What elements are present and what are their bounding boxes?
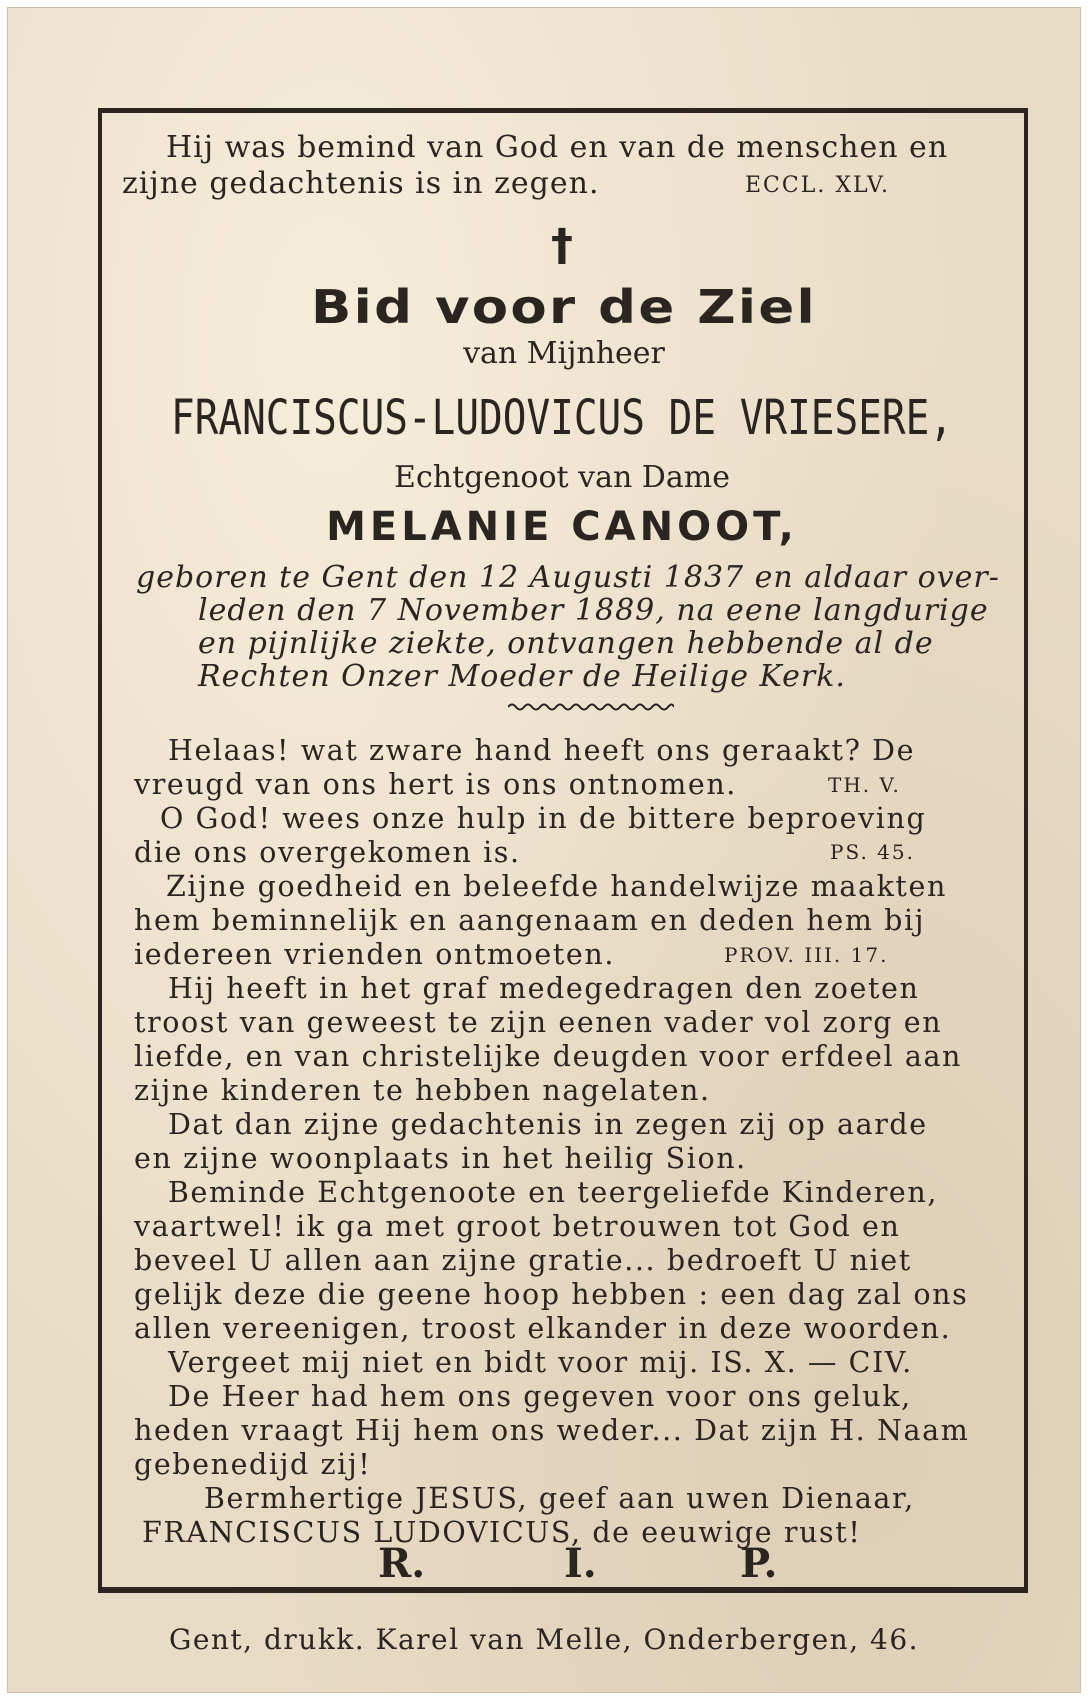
memorial-card — [8, 8, 1080, 1692]
rip-letter-r: R. — [378, 1540, 426, 1587]
body-line: liefde, en van christelijke deugden voor erfdeel aan — [134, 1040, 962, 1073]
body-line: hem beminnelijk en aangenaam en deden hem bij — [134, 904, 926, 937]
motto-line-1: Hij was bemind van God en van de menschen en — [166, 130, 949, 165]
spouse-name: MELANIE CANOOT, — [326, 504, 798, 550]
motto-reference: ECCL. XLV. — [745, 173, 891, 198]
wavy-ornament — [508, 702, 674, 712]
body-line: zijne kinderen te hebben nagelaten. — [134, 1074, 711, 1107]
bio-line: en pijnlijke ziekte, ontvangen hebbende al de — [198, 626, 934, 661]
bio-line: geboren te Gent den 12 Augusti 1837 en aldaar over- — [136, 560, 1000, 595]
motto-line-2: zijne gedachtenis is in zegen. — [122, 166, 600, 201]
salutation: van Mijnheer — [463, 336, 665, 371]
deceased-name: FRANCISCUS-LUDOVICUS DE VRIESERE, — [171, 390, 953, 446]
body-line: die ons overgekomen is. — [134, 836, 521, 869]
scripture-reference: PS. 45. — [830, 840, 915, 864]
heading: Bid voor de Ziel — [311, 280, 817, 334]
body-line: vaartwel! ik ga met groot betrouwen tot God en — [134, 1210, 901, 1243]
printer-imprint: Gent, drukk. Karel van Melle, Onderbergen, 46. — [168, 1623, 920, 1656]
spouse-intro: Echtgenoot van Dame — [394, 460, 730, 495]
body-line: FRANCISCUS LUDOVICUS, de eeuwige rust! — [142, 1516, 862, 1549]
body-line: Bermhertige JESUS, geef aan uwen Dienaar, — [204, 1482, 915, 1515]
body-line: troost van geweest te zijn eenen vader vol zorg en — [134, 1006, 943, 1039]
rip-letter-p: P. — [740, 1540, 778, 1587]
body-line: iedereen vrienden ontmoeten. — [134, 938, 615, 971]
body-line: vreugd van ons hert is ons ontnomen. — [134, 768, 737, 801]
body-line: en zijne woonplaats in het heilig Sion. — [134, 1142, 747, 1175]
scripture-reference: PROV. III. 17. — [724, 943, 889, 967]
body-line: Dat dan zijne gedachtenis in zegen zij op aarde — [168, 1108, 928, 1141]
body-line: O God! wees onze hulp in de bittere beproeving — [160, 802, 927, 835]
cross-icon: † — [551, 220, 573, 271]
body-line: De Heer had hem ons gegeven voor ons geluk, — [168, 1380, 912, 1413]
body-line: gelijk deze die geene hoop hebben : een dag zal ons — [134, 1278, 969, 1311]
body-line: Hij heeft in het graf medegedragen den zoeten — [168, 972, 920, 1005]
body-line: Vergeet mij niet en bidt voor mij. IS. X. — CIV. — [168, 1346, 913, 1379]
body-line: allen vereenigen, troost elkander in deze woorden. — [134, 1312, 952, 1345]
scripture-reference: TH. V. — [828, 773, 901, 797]
bio-line: leden den 7 November 1889, na eene langdurige — [198, 593, 989, 628]
bio-line: Rechten Onzer Moeder de Heilige Kerk. — [198, 659, 846, 694]
rip-letter-i: I. — [564, 1540, 597, 1587]
body-line: gebenedijd zij! — [134, 1448, 372, 1481]
body-line: Zijne goedheid en beleefde handelwijze maakten — [166, 870, 947, 903]
body-line: beveel U allen aan zijne gratie... bedroeft U niet — [134, 1244, 912, 1277]
body-line: Helaas! wat zware hand heeft ons geraakt? De — [168, 734, 916, 767]
body-line: heden vraagt Hij hem ons weder... Dat zijn H. Naam — [134, 1414, 970, 1447]
body-line: Beminde Echtgenoote en teergeliefde Kinderen, — [168, 1176, 938, 1209]
